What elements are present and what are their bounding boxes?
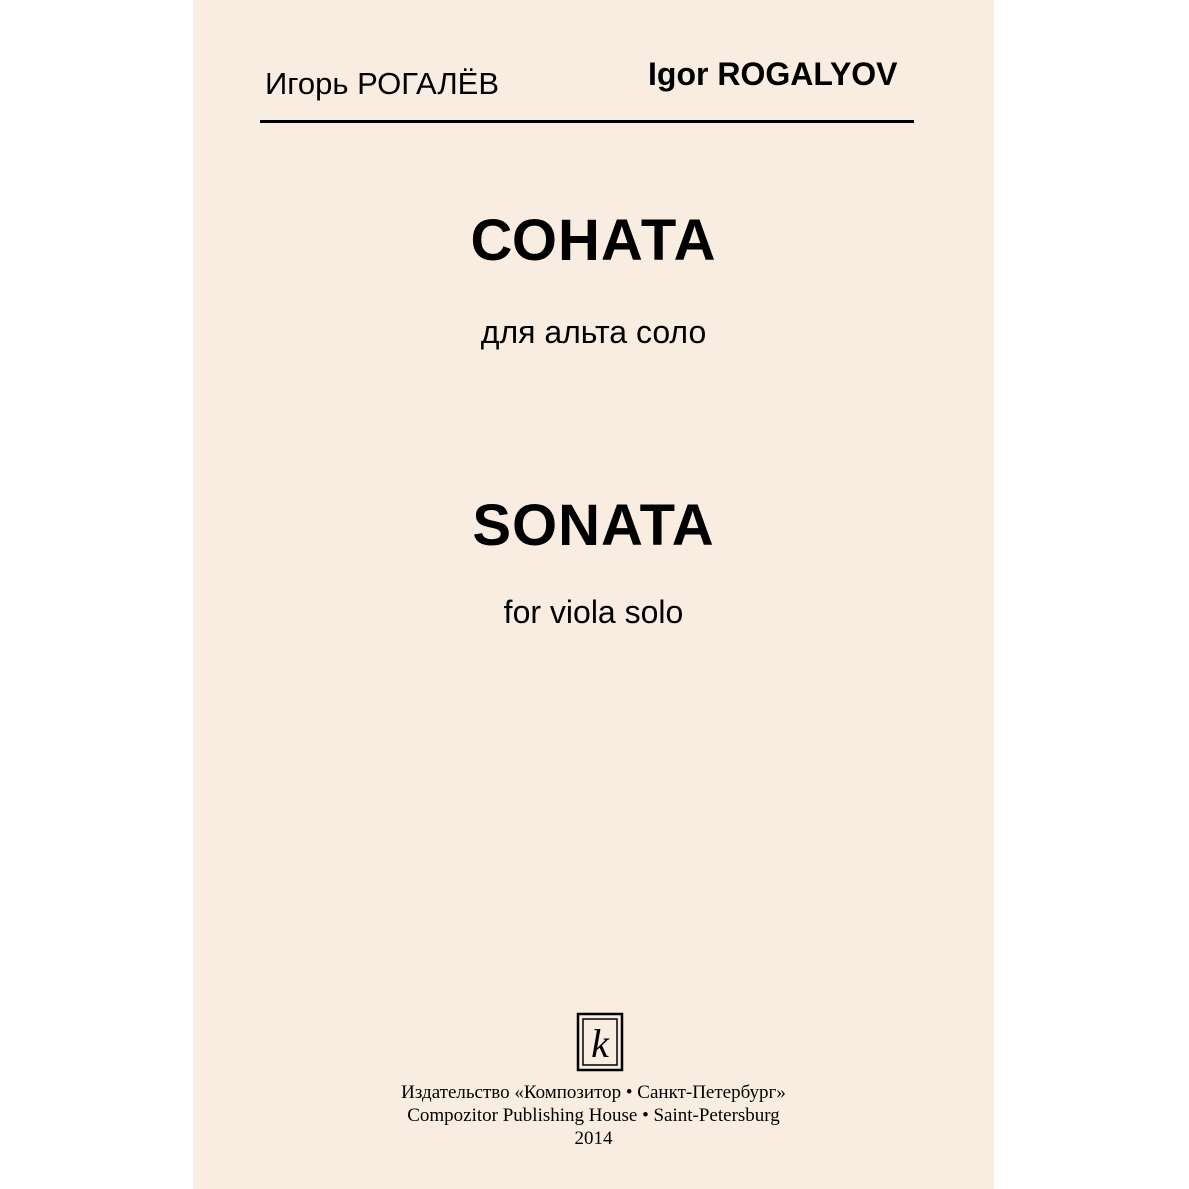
publisher-logo-letter: k (591, 1021, 609, 1066)
publication-year: 2014 (574, 1128, 613, 1149)
publisher-logo-icon (576, 1012, 624, 1072)
author-name-russian: Игорь РОГАЛЁВ (265, 66, 500, 101)
subtitle-russian: для альта соло (480, 314, 707, 350)
header-divider (260, 120, 914, 123)
publisher-line-english: Compozitor Publishing House • Saint-Petersburg (407, 1105, 780, 1126)
title-russian: СОНАТА (470, 208, 717, 273)
publisher-line-russian: Издательство «Композитор • Санкт-Петербург» (401, 1082, 786, 1103)
title-english: SONATA (472, 493, 715, 558)
author-name-english: Igor ROGALYOV (648, 56, 898, 92)
subtitle-english: for viola solo (503, 594, 684, 630)
